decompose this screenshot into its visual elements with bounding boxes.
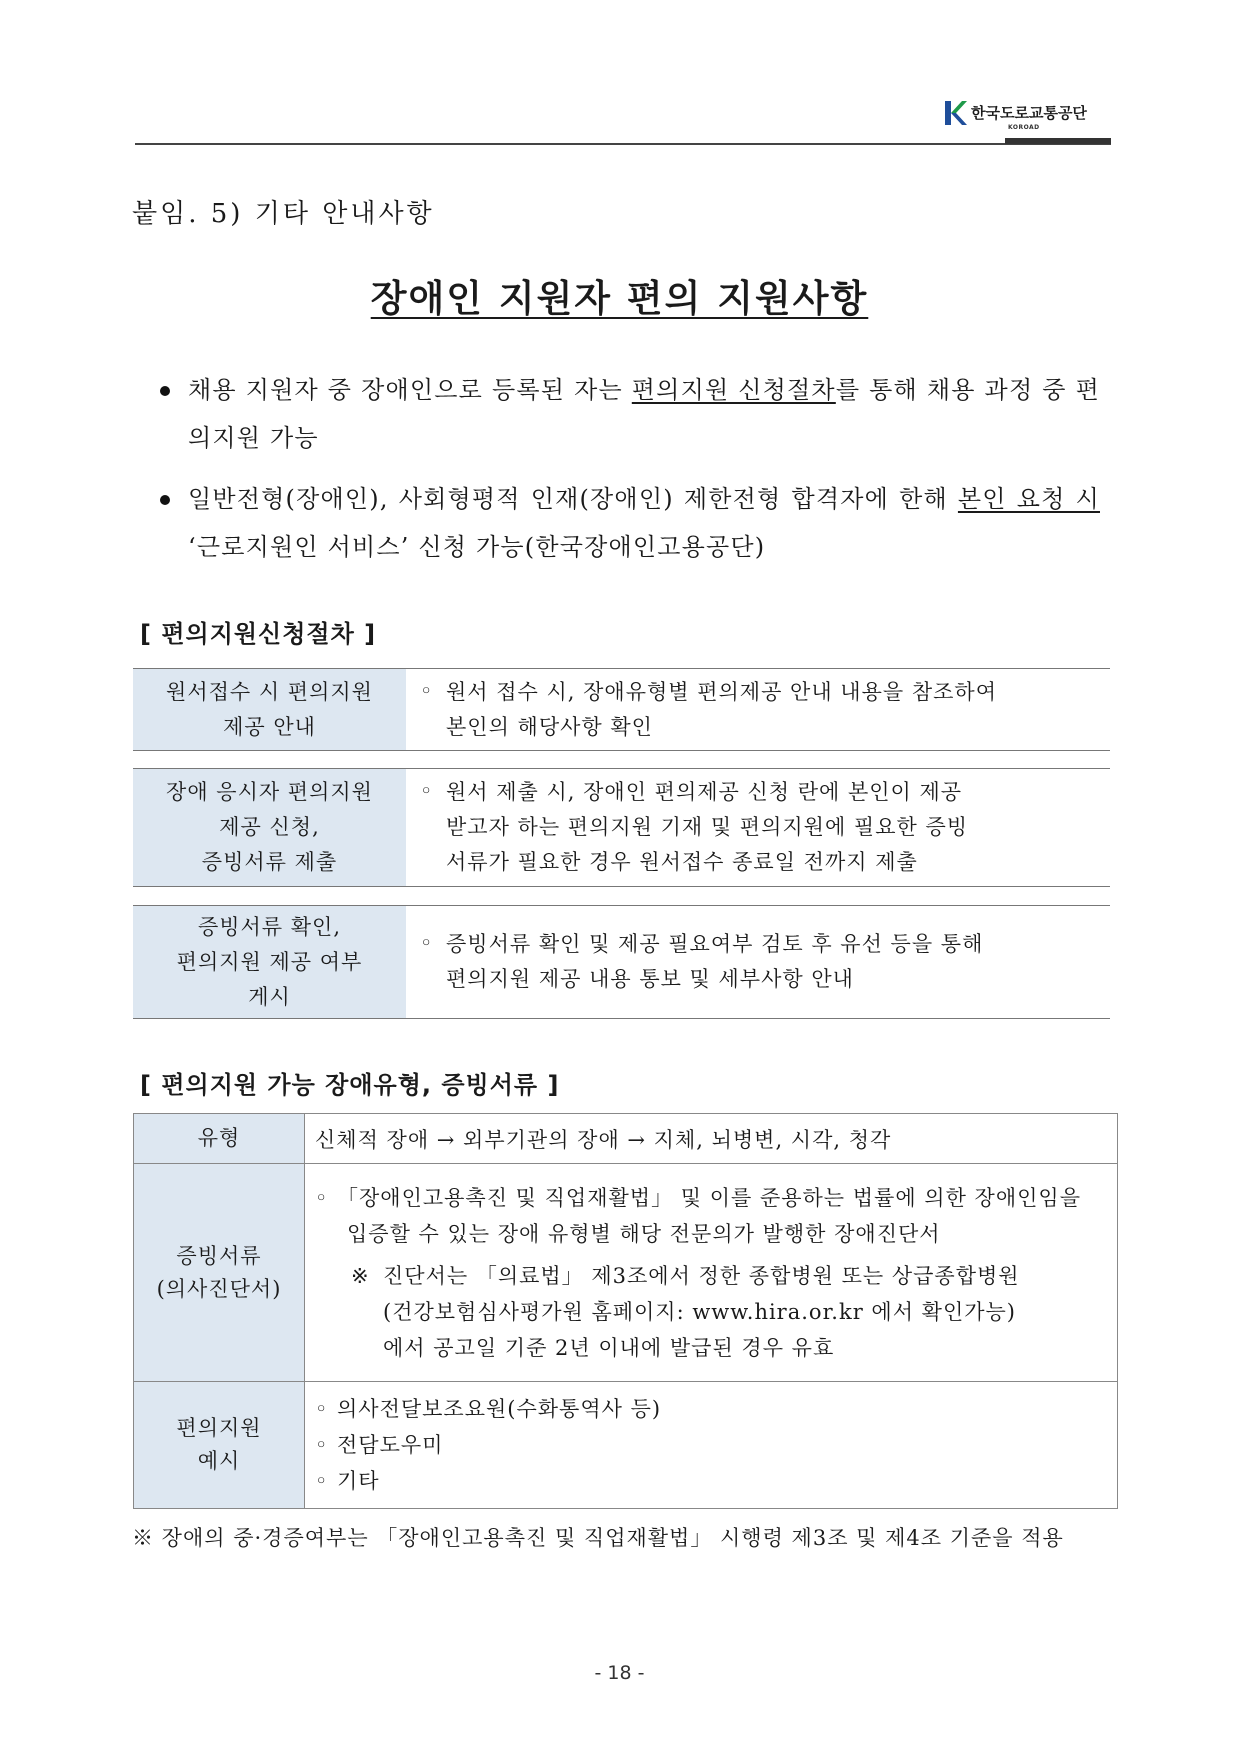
- label-line: 원서접수 시 편의지원: [166, 679, 373, 704]
- procedure-step-content: [406, 769, 1110, 886]
- content-item: [315, 1180, 1107, 1252]
- label-line: 장애 응시자 편의지원: [166, 780, 373, 804]
- section-heading-types: [ 편의지원 가능 장애유형, 증빙서류 ]: [140, 1071, 560, 1099]
- underlined-text: 편의지원 신청절차: [631, 376, 836, 404]
- procedure-step: [133, 668, 1110, 751]
- header-divider: [135, 143, 1111, 145]
- page-number: - 18 -: [594, 1662, 645, 1684]
- procedure-step: [133, 768, 1110, 887]
- bullet-text-part: ‘근로지원인 서비스’ 신청 가능(한국장애인고용공단): [188, 533, 766, 561]
- table-cell: [305, 1382, 1118, 1509]
- note-mark: ※: [351, 1263, 370, 1288]
- content-item: [420, 927, 983, 997]
- content-line: 원서 접수 시, 장애유형별 편의제공 안내 내용을 참조하여: [446, 679, 997, 704]
- procedure-step-label: [133, 669, 406, 750]
- attachment-label: 붙임. 5) 기타 안내사항: [132, 199, 435, 229]
- label-line: 제공 신청,: [219, 815, 320, 839]
- bullet-dot-icon: [160, 386, 170, 396]
- table-row: [134, 1164, 1118, 1382]
- content-line: 편의지원 제공 내용 통보 및 세부사항 안내: [446, 967, 854, 991]
- content-line: 원서 제출 시, 장애인 편의제공 신청 란에 본인이 제공: [446, 780, 963, 804]
- table-header-cell: [134, 1382, 305, 1509]
- company-logo: [945, 100, 1087, 126]
- note-line: 진단서는 「의료법」 제3조에서 정한 종합병원 또는 상급종합병원: [383, 1263, 1020, 1288]
- label-line: 증빙서류 확인,: [197, 914, 342, 939]
- content-line: 증빙서류 확인 및 제공 필요여부 검토 후 유선 등을 통해: [446, 932, 984, 956]
- table-row: [134, 1114, 1118, 1164]
- note-line: (건강보험심사평가원 홈페이지: www.hira.or.kr 에서 확인가능): [383, 1299, 1016, 1324]
- bullet-text: [160, 475, 1100, 571]
- procedure-step-label: [133, 906, 406, 1018]
- logo-text: 한국도로교통공단: [971, 103, 1087, 122]
- footnote: ※ 장애의 중·경증여부는 「장애인고용촉진 및 직업재활법」 시행령 제3조 및 제4조 기준을 적용: [132, 1526, 1064, 1550]
- label-line: 편의지원 제공 여부: [176, 949, 363, 974]
- content-line: 입증할 수 있는 장애 유형별 해당 전문의가 발행한 장애진단서: [347, 1221, 941, 1246]
- content-item: [420, 675, 997, 745]
- header-divider-accent: [1005, 138, 1111, 144]
- content-item: ◦ 전담도우미: [315, 1427, 1107, 1463]
- underlined-text: 본인 요청 시: [957, 485, 1100, 513]
- bullet-text-part: 일반전형(장애인), 사회형평적 인재(장애인) 제한전형 합격자에 한해: [188, 485, 958, 513]
- content-line: 서류가 필요한 경우 원서접수 종료일 전까지 제출: [446, 850, 918, 874]
- section-heading-procedure: [ 편의지원신청절차 ]: [140, 620, 377, 648]
- table-cell: [305, 1164, 1118, 1382]
- page-title-text: 장애인 지원자 편의 지원사항: [370, 277, 869, 320]
- table-header-cell: 유형: [134, 1114, 305, 1164]
- header-line: (의사진단서): [156, 1276, 282, 1301]
- koroad-logo-icon: [945, 101, 967, 125]
- procedure-step: [133, 905, 1110, 1019]
- header-line: 예시: [197, 1449, 241, 1473]
- table-header-cell: [134, 1164, 305, 1382]
- content-item: ◦ 의사전달보조요원(수화통역사 등): [315, 1391, 1107, 1427]
- label-line: 제공 안내: [223, 714, 316, 739]
- procedure-step-content: [406, 906, 1110, 1018]
- bullet-text-part: 를 통해 채용 과정 중 편의지원 가능: [188, 376, 1100, 452]
- table-cell: 신체적 장애 → 외부기관의 장애 → 지체, 뇌병변, 시각, 청각: [305, 1114, 1118, 1164]
- disability-types-table: [133, 1113, 1118, 1509]
- bullet-text-part: 채용 지원자 중 장애인으로 등록된 자는: [188, 376, 632, 404]
- note-line: 에서 공고일 기준 2년 이내에 발급된 경우 유효: [383, 1335, 835, 1360]
- procedure-step-label: [133, 769, 406, 886]
- content-item: [420, 775, 968, 880]
- header-line: 증빙서류: [176, 1243, 262, 1268]
- content-line: 받고자 하는 편의지원 기재 및 편의지원에 필요한 증빙: [446, 815, 969, 839]
- bullet-dot-icon: [160, 495, 170, 505]
- note-block: [315, 1258, 1107, 1366]
- content-line: 「장애인고용촉진 및 직업재활법」 및 이를 준용하는 법률에 의한 장애인임을: [337, 1185, 1081, 1210]
- bullet-text: [160, 366, 1100, 462]
- procedure-step-content: [406, 669, 1110, 750]
- content-item: ◦ 기타: [315, 1463, 1107, 1499]
- header-line: 편의지원: [176, 1416, 262, 1440]
- logo-subtext: KOROAD: [1008, 124, 1040, 131]
- bullet-item: [160, 475, 1100, 571]
- page-title: [0, 268, 1239, 322]
- note-text: [351, 1258, 1107, 1366]
- table-row: [134, 1382, 1118, 1509]
- label-line: 게시: [248, 984, 291, 1009]
- content-line: 본인의 해당사항 확인: [446, 714, 653, 739]
- bullet-item: [160, 366, 1100, 462]
- label-line: 증빙서류 제출: [201, 850, 338, 874]
